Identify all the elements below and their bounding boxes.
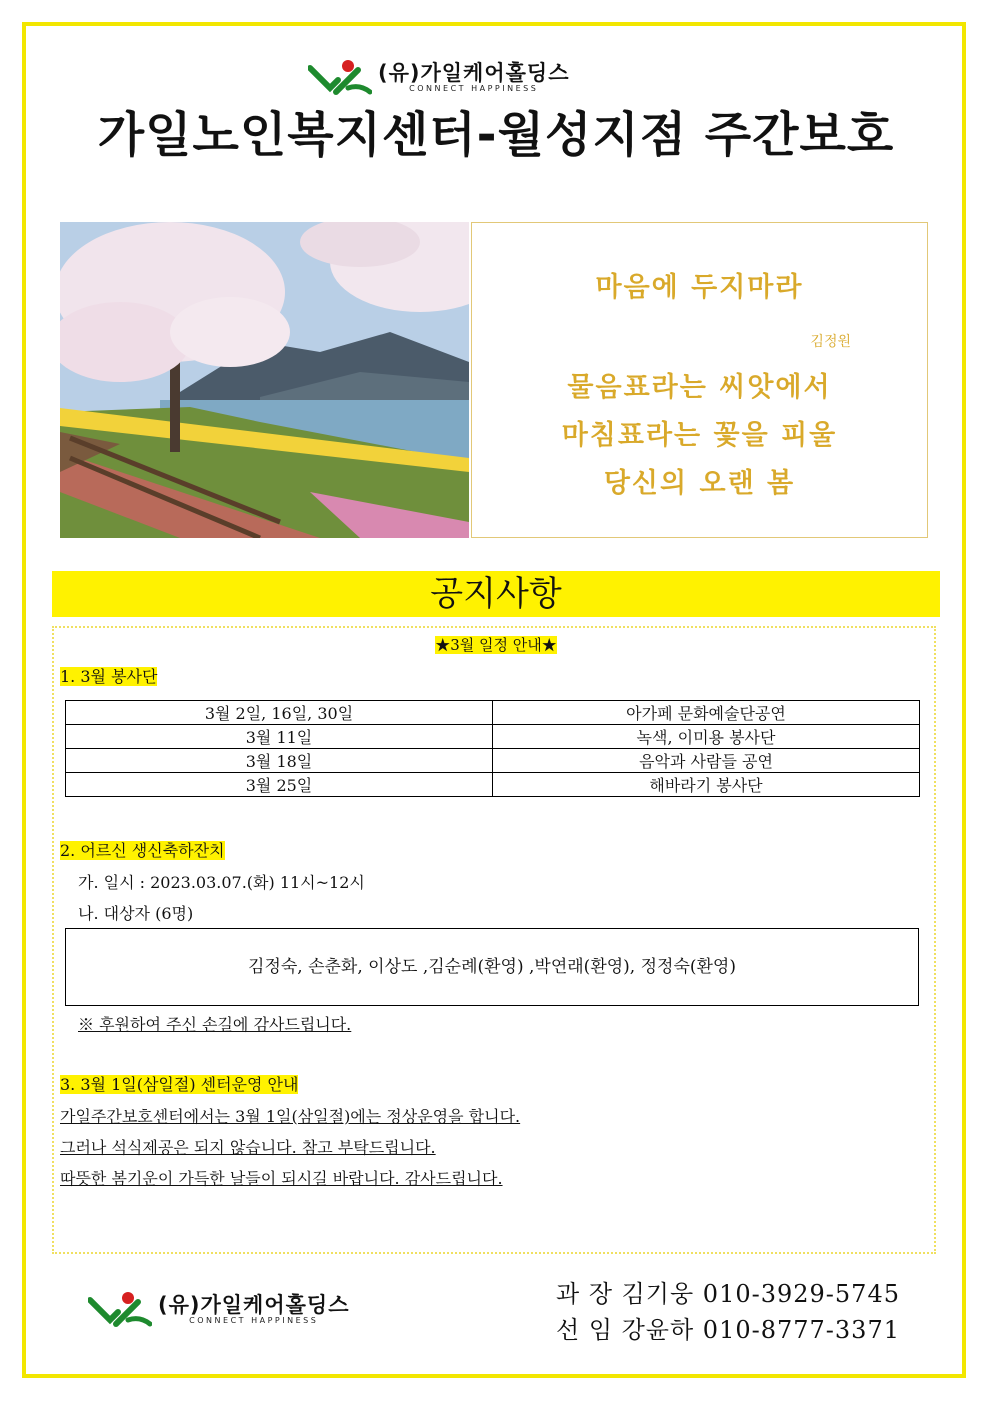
company-logo-top [308,58,569,98]
operation-line: 따뜻한 봄기운이 가득한 날들이 되시길 바랍니다. 감사드립니다. [60,1169,503,1188]
company-logo-footer [88,1290,349,1330]
logo-tagline: CONNECT HAPPINESS [189,1316,319,1325]
table-cell-event: 해바라기 봉사단 [493,773,920,797]
poem-line: 당신의 오랜 봄 [603,468,796,499]
table-row [66,749,920,773]
logo-name: (유)가일케어홀딩스 [158,1293,350,1317]
table-cell-event: 음악과 사람들 공연 [493,749,920,773]
notice-heading: 공지사항 [52,571,940,617]
logo-name: (유)가일케어홀딩스 [378,61,570,85]
poem-title: 마음에 두지마라 [595,272,804,303]
thanks-note: ※ 후원하여 주신 손길에 감사드립니다. [78,1015,352,1034]
page-title: 가일노인복지센터-월성지점 주간보호 [97,107,895,163]
birthday-names: 김정숙, 손춘화, 이상도 ,김순례(환영) ,박연래(환영), 정정숙(환영) [65,928,919,1006]
table-row [66,725,920,749]
logo-tagline: CONNECT HAPPINESS [409,84,539,93]
poem-box [471,222,928,538]
table-cell-date: 3월 25일 [66,773,493,797]
section-birthday-title: 2. 어르신 생신축하잔치 [60,841,225,860]
logo-mark-icon [88,1290,152,1330]
section-operation-title: 3. 3월 1일(삼일절) 센터운영 안내 [60,1075,299,1094]
volunteer-table [65,700,920,797]
contact-manager: 과 장 김기웅 010-3929-5745 [556,1280,900,1308]
table-cell-event: 아가페 문화예술단공연 [493,701,920,725]
spring-lake-photo [60,222,469,538]
poem-line: 물음표라는 씨앗에서 [567,372,832,403]
schedule-title: ★3월 일정 안내★ [435,636,557,654]
table-cell-event: 녹색, 이미용 봉사단 [493,725,920,749]
section-volunteer-title: 1. 3월 봉사단 [60,667,158,686]
table-cell-date: 3월 2일, 16일, 30일 [66,701,493,725]
table-row [66,773,920,797]
contact-senior: 선 임 강윤하 010-8777-3371 [556,1316,900,1344]
logo-mark-icon [308,58,372,98]
table-cell-date: 3월 18일 [66,749,493,773]
birthday-date-line: 가. 일시 : 2023.03.07.(화) 11시~12시 [78,873,365,892]
table-row [66,701,920,725]
poem-author: 김정원 [810,334,851,350]
operation-line: 그러나 석식제공은 되지 않습니다. 참고 부탁드립니다. [60,1138,436,1157]
birthday-target-line: 나. 대상자 (6명) [78,904,194,923]
table-cell-date: 3월 11일 [66,725,493,749]
operation-line: 가일주간보호센터에서는 3월 1일(삼일절)에는 정상운영을 합니다. [60,1107,521,1126]
poem-line: 마침표라는 꽃을 피울 [561,420,838,451]
